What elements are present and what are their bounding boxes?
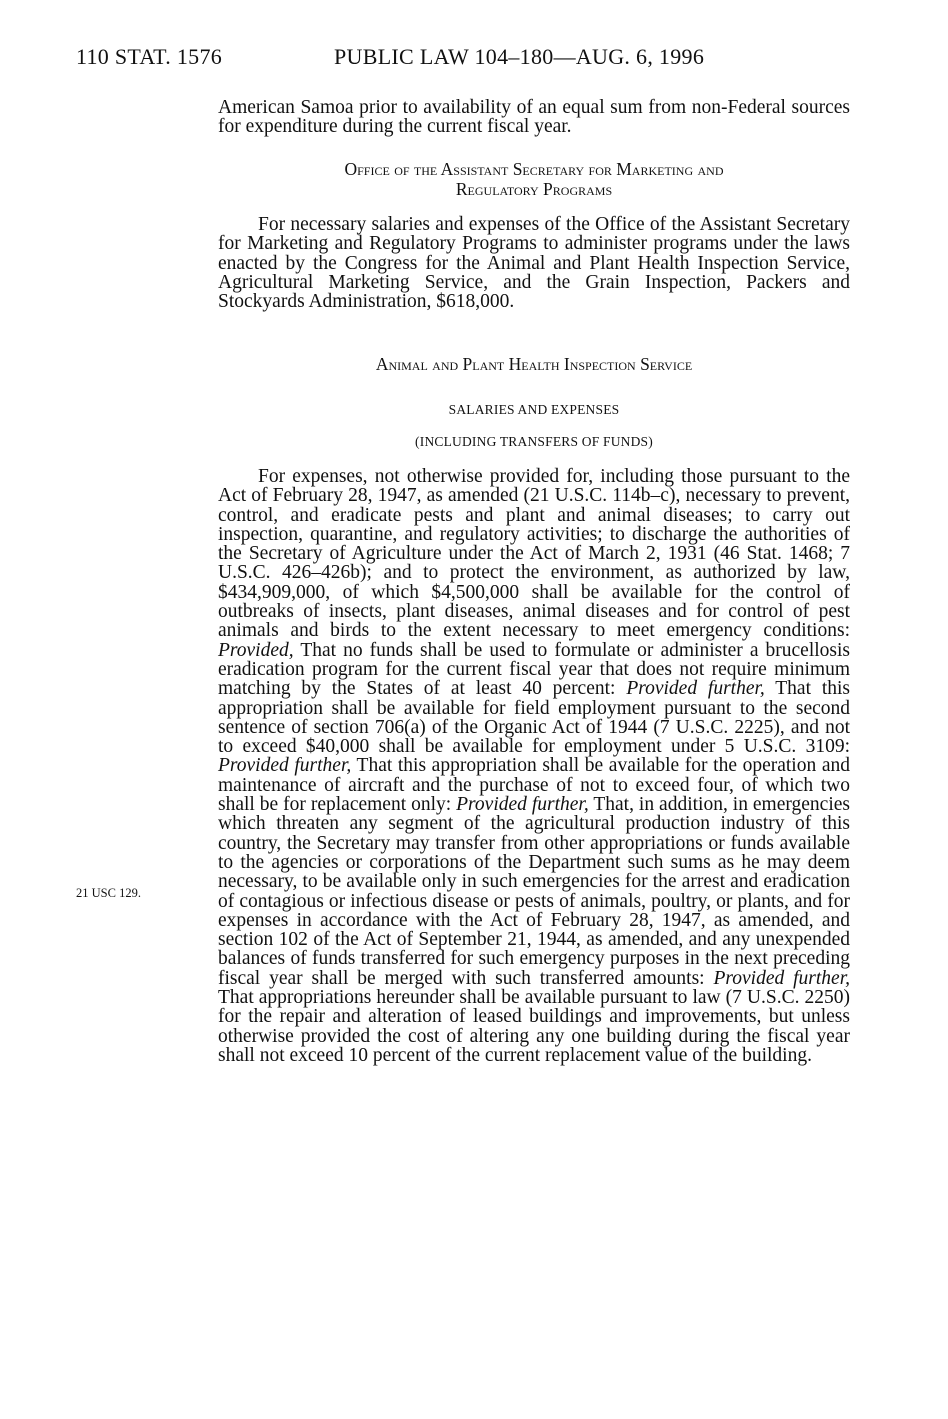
aphis-heading: Animal and Plant Health Inspection Service <box>375 354 693 374</box>
salaries-heading: SALARIES AND EXPENSES <box>448 402 620 417</box>
office-heading-line2: Regulatory Programs <box>455 178 613 199</box>
office-paragraph <box>218 215 850 311</box>
page-header <box>76 44 704 70</box>
proviso-2: Provided further, <box>626 678 765 700</box>
proviso-1: Provided, <box>218 639 294 661</box>
aphis-text-2: That no funds shall be used to formulate or administer a brucellosis eradication program for the current fiscal year that does not require minimum matching by the States of at least 40 percent: <box>218 639 850 700</box>
proviso-3: Provided further, <box>218 755 352 777</box>
aphis-text-6: That appropriations hereunder shall be available pursuant to law (7 U.S.C. 2250) for the repair and alteration of leased buildings and improvements, but unless otherwise provided the cost of altering any one building during the fiscal year shall not exceed 10 percent of the current replacement value of the building. <box>218 987 850 1066</box>
continuation-paragraph <box>218 98 850 137</box>
law-title: PUBLIC LAW 104–180—AUG. 6, 1996 <box>334 44 705 69</box>
aphis-text-3: That this appropriation shall be available for field employment pursuant to the second sentence of section 706(a) of the Organic Act of 1944 (7 U.S.C. 2225), and not to exceed $40,000 shall be available for employment under 5 U.S.C. 3109: <box>218 678 851 758</box>
aphis-text-4: That this appropriation shall be available for the operation and maintenance of aircraft and the purchase of not to exceed four, of which two shall be for replacement only: <box>218 755 850 816</box>
margin-note: 21 USC 129. <box>76 886 141 900</box>
aphis-text-5: That, in addition, in emergencies which threaten any segment of the agricultural production industry of this country, the Secretary may transfer from other appropriations or funds available to the agencies or corporations of the Department such sums as he may deem necessary, to be available only in such emergencies for the arrest and eradication of contagious or infectious disease or pests of animals, poultry, or plants, and for expenses in accordance with the Act of February 28, 1947, as amended, and section 102 of the Act of September 21, 1944, as amended, and any unexpended balances of funds transferred for such emergency purposes in the next preceding fiscal year shall be merged with such transferred amounts: <box>218 794 850 989</box>
office-heading-line1: Office of the Assistant Secretary for Marketing and <box>344 159 724 179</box>
stat-citation: 110 STAT. 1576 <box>76 44 223 69</box>
proviso-5: Provided further, <box>713 967 850 989</box>
continuation-text: American Samoa prior to availability of an equal sum from non-Federal sources for expenditure during the current fiscal year. <box>218 97 850 138</box>
office-paragraph-text: For necessary salaries and expenses of the Office of the Assistant Secretary for Marketing and Regulatory Programs to administer programs under the laws enacted by the Congress for the Animal and Plant Health Inspection Service, Agricultural Marketing Service, and the Grain Inspection, Packers and Stockyards Administration, $618,000. <box>218 214 850 313</box>
office-heading <box>218 160 850 199</box>
aphis-text-1: For expenses, not otherwise provided for, including those pursuant to the Act of February 28, 1947, as amended (21 U.S.C. 114b–c), necessary to prevent, control, and eradicate pests and plant and animal diseases; to carry out inspection, quarantine, and regulatory activities; to discharge the authorities of the Secretary of Agriculture under the Act of March 2, 1931 (46 Stat. 1468; 7 U.S.C. 426–426b); and to protect the environment, as authorized by law, $434,909,000, of which $4,500,000 shall be available for the control of outbreaks of insects, plant diseases, animal diseases and for control of pest animals and birds to the extent necessary to meet emergency conditions: <box>218 466 850 642</box>
transfers-heading: (INCLUDING TRANSFERS OF FUNDS) <box>415 434 653 449</box>
aphis-paragraph <box>218 467 850 1065</box>
aphis-paragraph-text <box>218 467 850 1065</box>
proviso-4: Provided further, <box>456 794 589 816</box>
